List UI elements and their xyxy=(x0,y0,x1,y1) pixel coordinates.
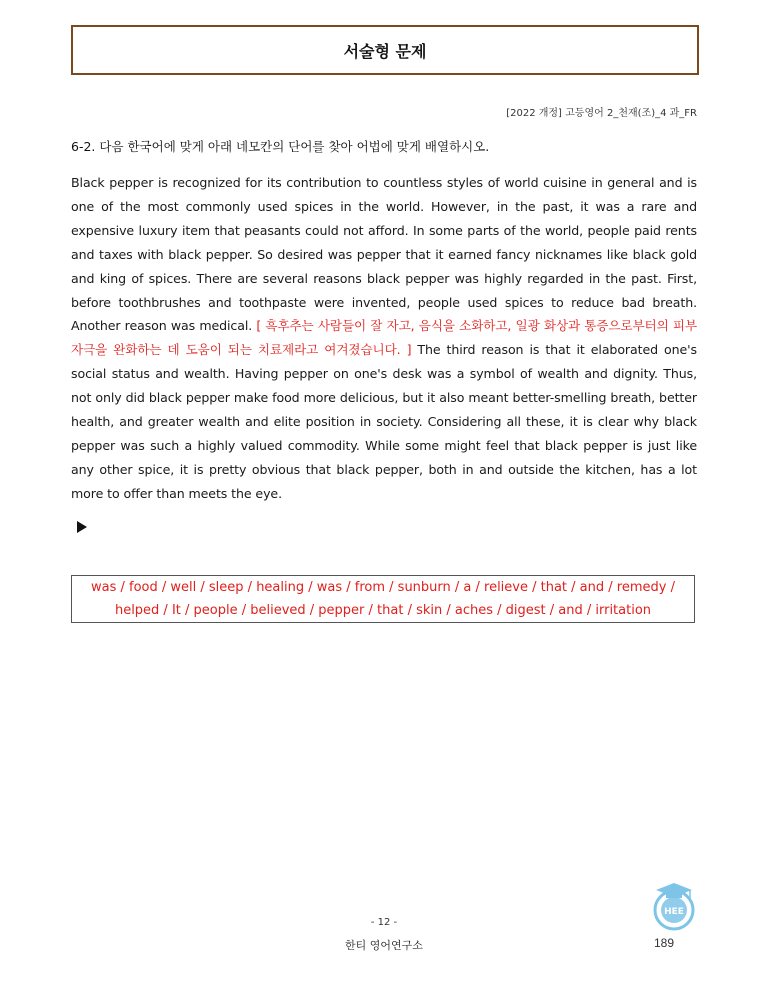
page-title: 서술형 문제 xyxy=(343,41,427,61)
graduation-cap-logo xyxy=(648,880,700,932)
organization-name: 한티 영어연구소 xyxy=(345,939,423,952)
page-189: 189 xyxy=(654,936,675,950)
right-triangle-icon xyxy=(77,521,87,533)
word-box-line1: was / food / well / sleep / healing / was / from / sunburn / a / relieve / that / and / remedy / xyxy=(91,580,675,595)
passage-part1: Black pepper is recognized for its contribution to countless styles of world cuisine in general and is one of the most commonly used spices in the world. However, in the past, it was a rare and expensive luxury item that peasants could not afford. In some parts of the world, people paid rents and taxes with black pepper. So desired was pepper that it earned fancy nicknames like black gold and king of spices. There are several reasons black pepper was highly regarded in the past. First, before toothbrushes and toothpaste were invented, people used spices to reduce bad breath. Another reason was medical. xyxy=(71,175,697,334)
passage-part2: The third reason is that it elaborated one's social status and wealth. Having pepper on one's desk was a symbol of wealth and dignity. Thus, not only did black pepper make food more delicious, but it also meant better-smelling breath, better health, and greater wealth and elite position in society. Considering all these, it is clear why black pepper was such a highly valued commodity. While some might feel that black pepper is just like any other spice, it is pretty obvious that black pepper, both in and outside the kitchen, has a lot more to offer than meets the eye. xyxy=(71,342,697,501)
word-box xyxy=(71,575,695,623)
title-box xyxy=(71,25,699,75)
page-number: - 12 - xyxy=(370,917,398,928)
word-box-line2: helped / It / people / believed / pepper / that / skin / aches / digest / and / irritation xyxy=(114,603,652,618)
passage xyxy=(71,171,697,506)
source-label: [2022 개정] 고등영어 2_천재(조)_4 과_FR xyxy=(506,108,697,119)
korean-hint: [ 흑후추는 사람들이 잘 자고, 음식을 소화하고, 일광 화상과 통증으로부터의 피부 자극을 완화하는 데 도움이 되는 치료제라고 여겨졌습니다. ] xyxy=(71,318,698,358)
question-text: 6-2. 다음 한국어에 맞게 아래 네모칸의 단어를 찾아 어법에 맞게 배열하시오. xyxy=(71,139,490,154)
logo-text: HEE xyxy=(664,907,684,917)
